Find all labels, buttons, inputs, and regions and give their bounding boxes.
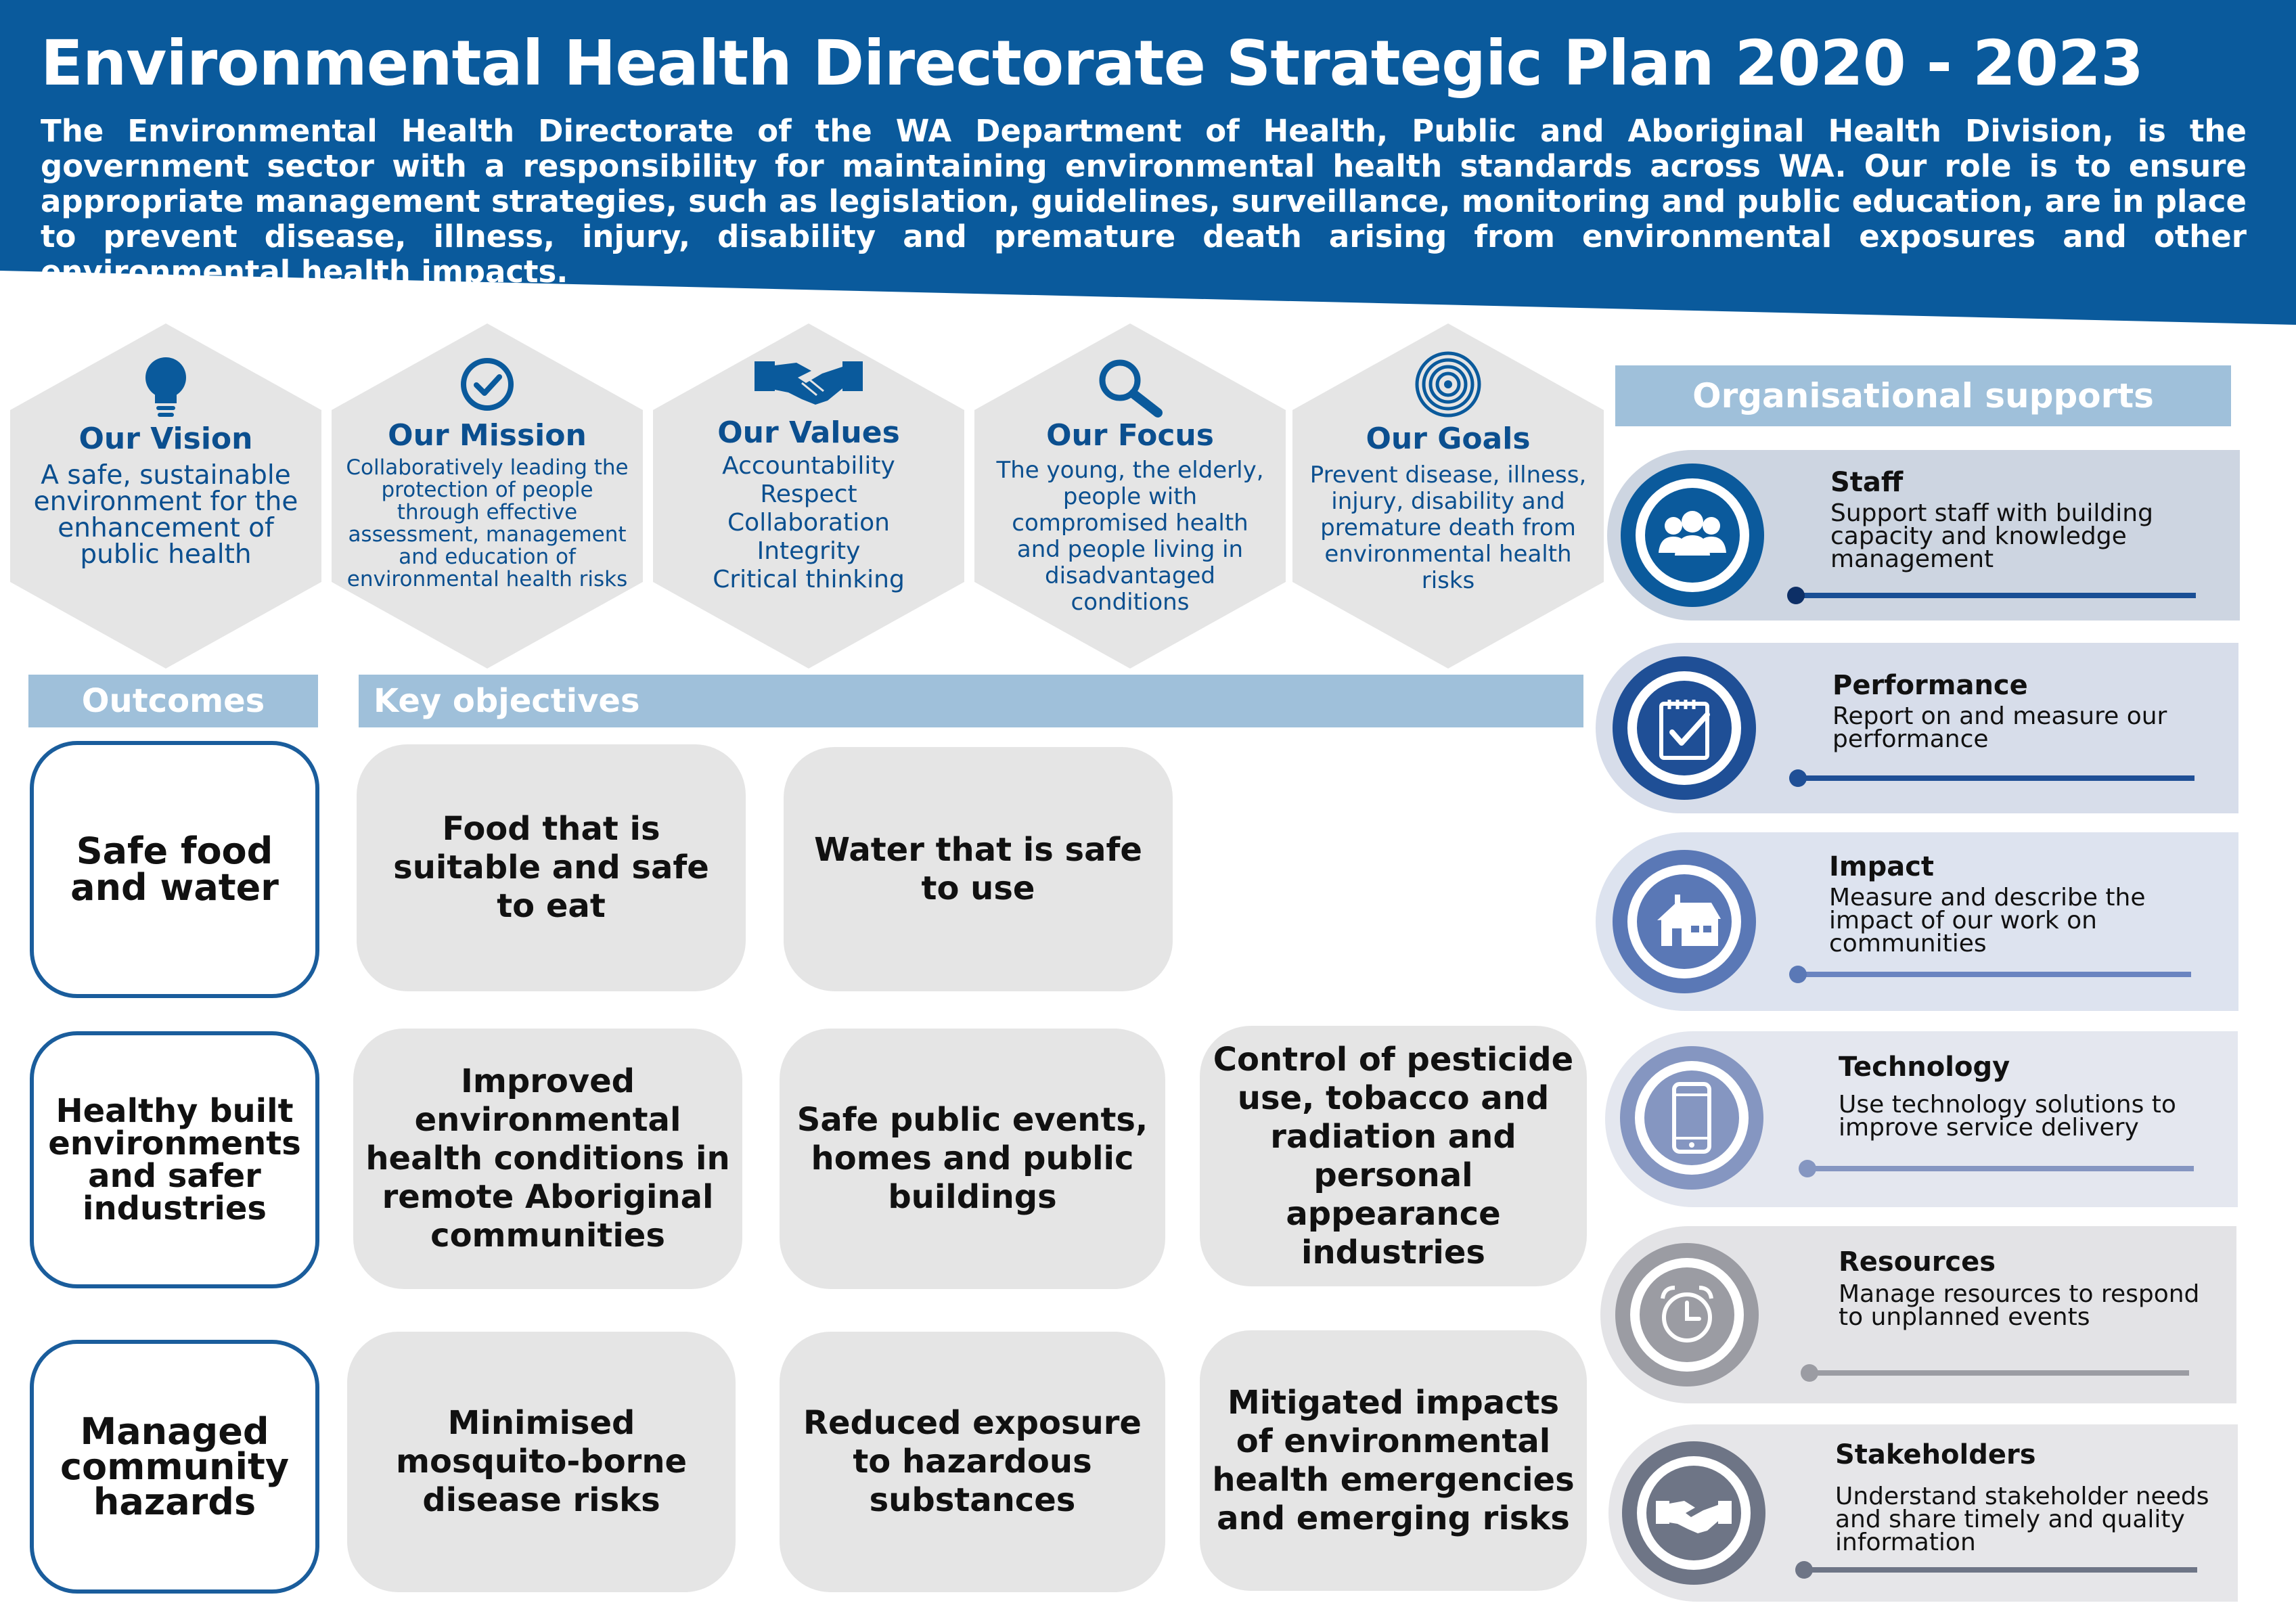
outcome-label: Safe food and water: [70, 830, 279, 909]
support-progress-dot: [1801, 1364, 1818, 1382]
hex-value-item: Integrity: [757, 537, 861, 565]
objective-label: Control of pesticide use, tobacco and radiation and personal appearance industries: [1213, 1040, 1574, 1271]
support-title: Stakeholders: [1835, 1439, 2036, 1470]
support-title: Staff: [1830, 467, 1904, 498]
outcome-label: Healthy built environments and safer industries: [48, 1092, 301, 1227]
checkmark-circle-icon: [459, 356, 516, 415]
people-icon: [1645, 488, 1740, 583]
hex-mission: [332, 323, 643, 669]
objective-label: Improved environmental health conditions in remote Aboriginal communities: [365, 1062, 730, 1255]
objective-card: [780, 1029, 1165, 1289]
support-resources: [1600, 1226, 2236, 1403]
outcome-card: [30, 741, 319, 998]
objective-card: [780, 1332, 1165, 1592]
support-progress-dot: [1795, 1561, 1813, 1579]
hex-title: Our Focus: [1046, 418, 1214, 453]
support-stakeholders: [1608, 1424, 2238, 1602]
hex-title: Our Vision: [78, 422, 253, 456]
handshake-icon: [1646, 1466, 1741, 1560]
support-performance: [1596, 643, 2238, 813]
hex-text: A safe, sustainable environment for the enhancement of public health: [33, 460, 298, 570]
page-title: Environmental Health Directorate Strategic Plan 2020 - 2023: [41, 27, 2144, 99]
hex-vision: [10, 323, 321, 669]
support-title: Impact: [1829, 851, 1935, 882]
smartphone-icon: [1644, 1070, 1739, 1165]
support-text: Measure and describe the impact of our work on communities: [1829, 884, 2146, 957]
support-progress-line: [1799, 972, 2191, 977]
house-icon: [1637, 874, 1732, 969]
hex-goals: [1292, 323, 1604, 669]
support-progress-dot: [1789, 966, 1807, 983]
objective-card: [1200, 1330, 1587, 1591]
intro-paragraph: The Environmental Health Directorate of the WA Department of Health, Public and Aboriginal Health Division, is the government sector with a responsibility for maintaining environmental health standards across WA. Our role is to ensure appropriate management strategies, such as legislation, guidelines, surveillance, monitoring and public education, are in place to prevent disease, illness, injury, disability and premature death arising from environmental exposures and other environmental health impacts.: [41, 113, 2247, 290]
outcome-label: Managed community hazards: [60, 1409, 290, 1523]
objective-card: [347, 1332, 736, 1592]
objective-card: [784, 747, 1173, 991]
hex-title: Our Goals: [1366, 422, 1531, 456]
clipboard-check-icon: [1637, 681, 1732, 775]
supports-header: Organisational supports: [1615, 365, 2231, 426]
hex-focus: [974, 323, 1286, 669]
alarm-clock-icon: [1640, 1267, 1734, 1362]
target-icon: [1414, 351, 1482, 421]
support-text: Report on and measure our performance: [1832, 702, 2167, 753]
objective-card: [357, 744, 746, 991]
support-text: Understand stakeholder needs and share timely and quality information: [1835, 1483, 2209, 1556]
magnifier-icon: [1093, 357, 1167, 421]
hex-text: Prevent disease, illness, injury, disability and premature death from environmental health risks: [1309, 461, 1587, 594]
support-text: Support staff with building capacity and knowledge management: [1830, 499, 2153, 573]
support-progress-dot: [1789, 769, 1807, 787]
hex-value-list: [667, 452, 951, 594]
support-title: Resources: [1839, 1246, 1996, 1278]
outcome-card: [30, 1031, 319, 1288]
hex-title: Our Values: [717, 415, 900, 450]
support-progress-line: [1810, 1370, 2189, 1376]
support-impact: [1596, 832, 2238, 1011]
hex-values: [653, 323, 964, 669]
support-progress-line: [1797, 593, 2196, 598]
support-progress-line: [1799, 775, 2194, 781]
support-staff: [1607, 450, 2240, 621]
objective-label: Safe public events, homes and public buildings: [796, 1101, 1148, 1216]
hex-text: The young, the elderly, people with compromised health and people living in disadvantaged conditions: [996, 457, 1264, 616]
support-progress-line: [1808, 1166, 2194, 1171]
support-text: Manage resources to respond to unplanned events: [1839, 1280, 2200, 1331]
objective-label: Water that is safe to use: [814, 830, 1142, 907]
objective-label: Reduced exposure to hazardous substances: [803, 1404, 1142, 1519]
hex-value-item: Critical thinking: [713, 566, 905, 593]
hex-title: Our Mission: [388, 418, 587, 453]
support-progress-line: [1805, 1567, 2197, 1573]
hex-value-item: Accountability: [722, 452, 895, 480]
objective-label: Food that is suitable and safe to eat: [393, 810, 709, 925]
objective-label: Mitigated impacts of environmental health emergencies and emerging risks: [1212, 1383, 1575, 1537]
support-title: Performance: [1832, 670, 2028, 701]
support-technology: [1605, 1031, 2238, 1207]
hex-text: Collaboratively leading the protection of people through effective assessment, management and education of environmental health risks: [346, 455, 629, 591]
support-progress-dot: [1799, 1160, 1816, 1177]
objective-label: Minimised mosquito-borne disease risks: [395, 1404, 688, 1519]
objective-card: [353, 1029, 742, 1289]
support-progress-dot: [1787, 587, 1805, 604]
objective-card: [1200, 1026, 1587, 1286]
lightbulb-icon: [139, 353, 193, 424]
support-text: Use technology solutions to improve service delivery: [1839, 1091, 2176, 1142]
hex-value-item: Collaboration: [727, 509, 890, 537]
key-objectives-header: Key objectives: [359, 675, 1583, 727]
hex-value-item: Respect: [760, 480, 857, 508]
outcomes-header: Outcomes: [28, 675, 318, 727]
support-title: Technology: [1839, 1052, 2010, 1083]
handshake-icon: [755, 359, 863, 410]
outcome-card: [30, 1340, 319, 1594]
